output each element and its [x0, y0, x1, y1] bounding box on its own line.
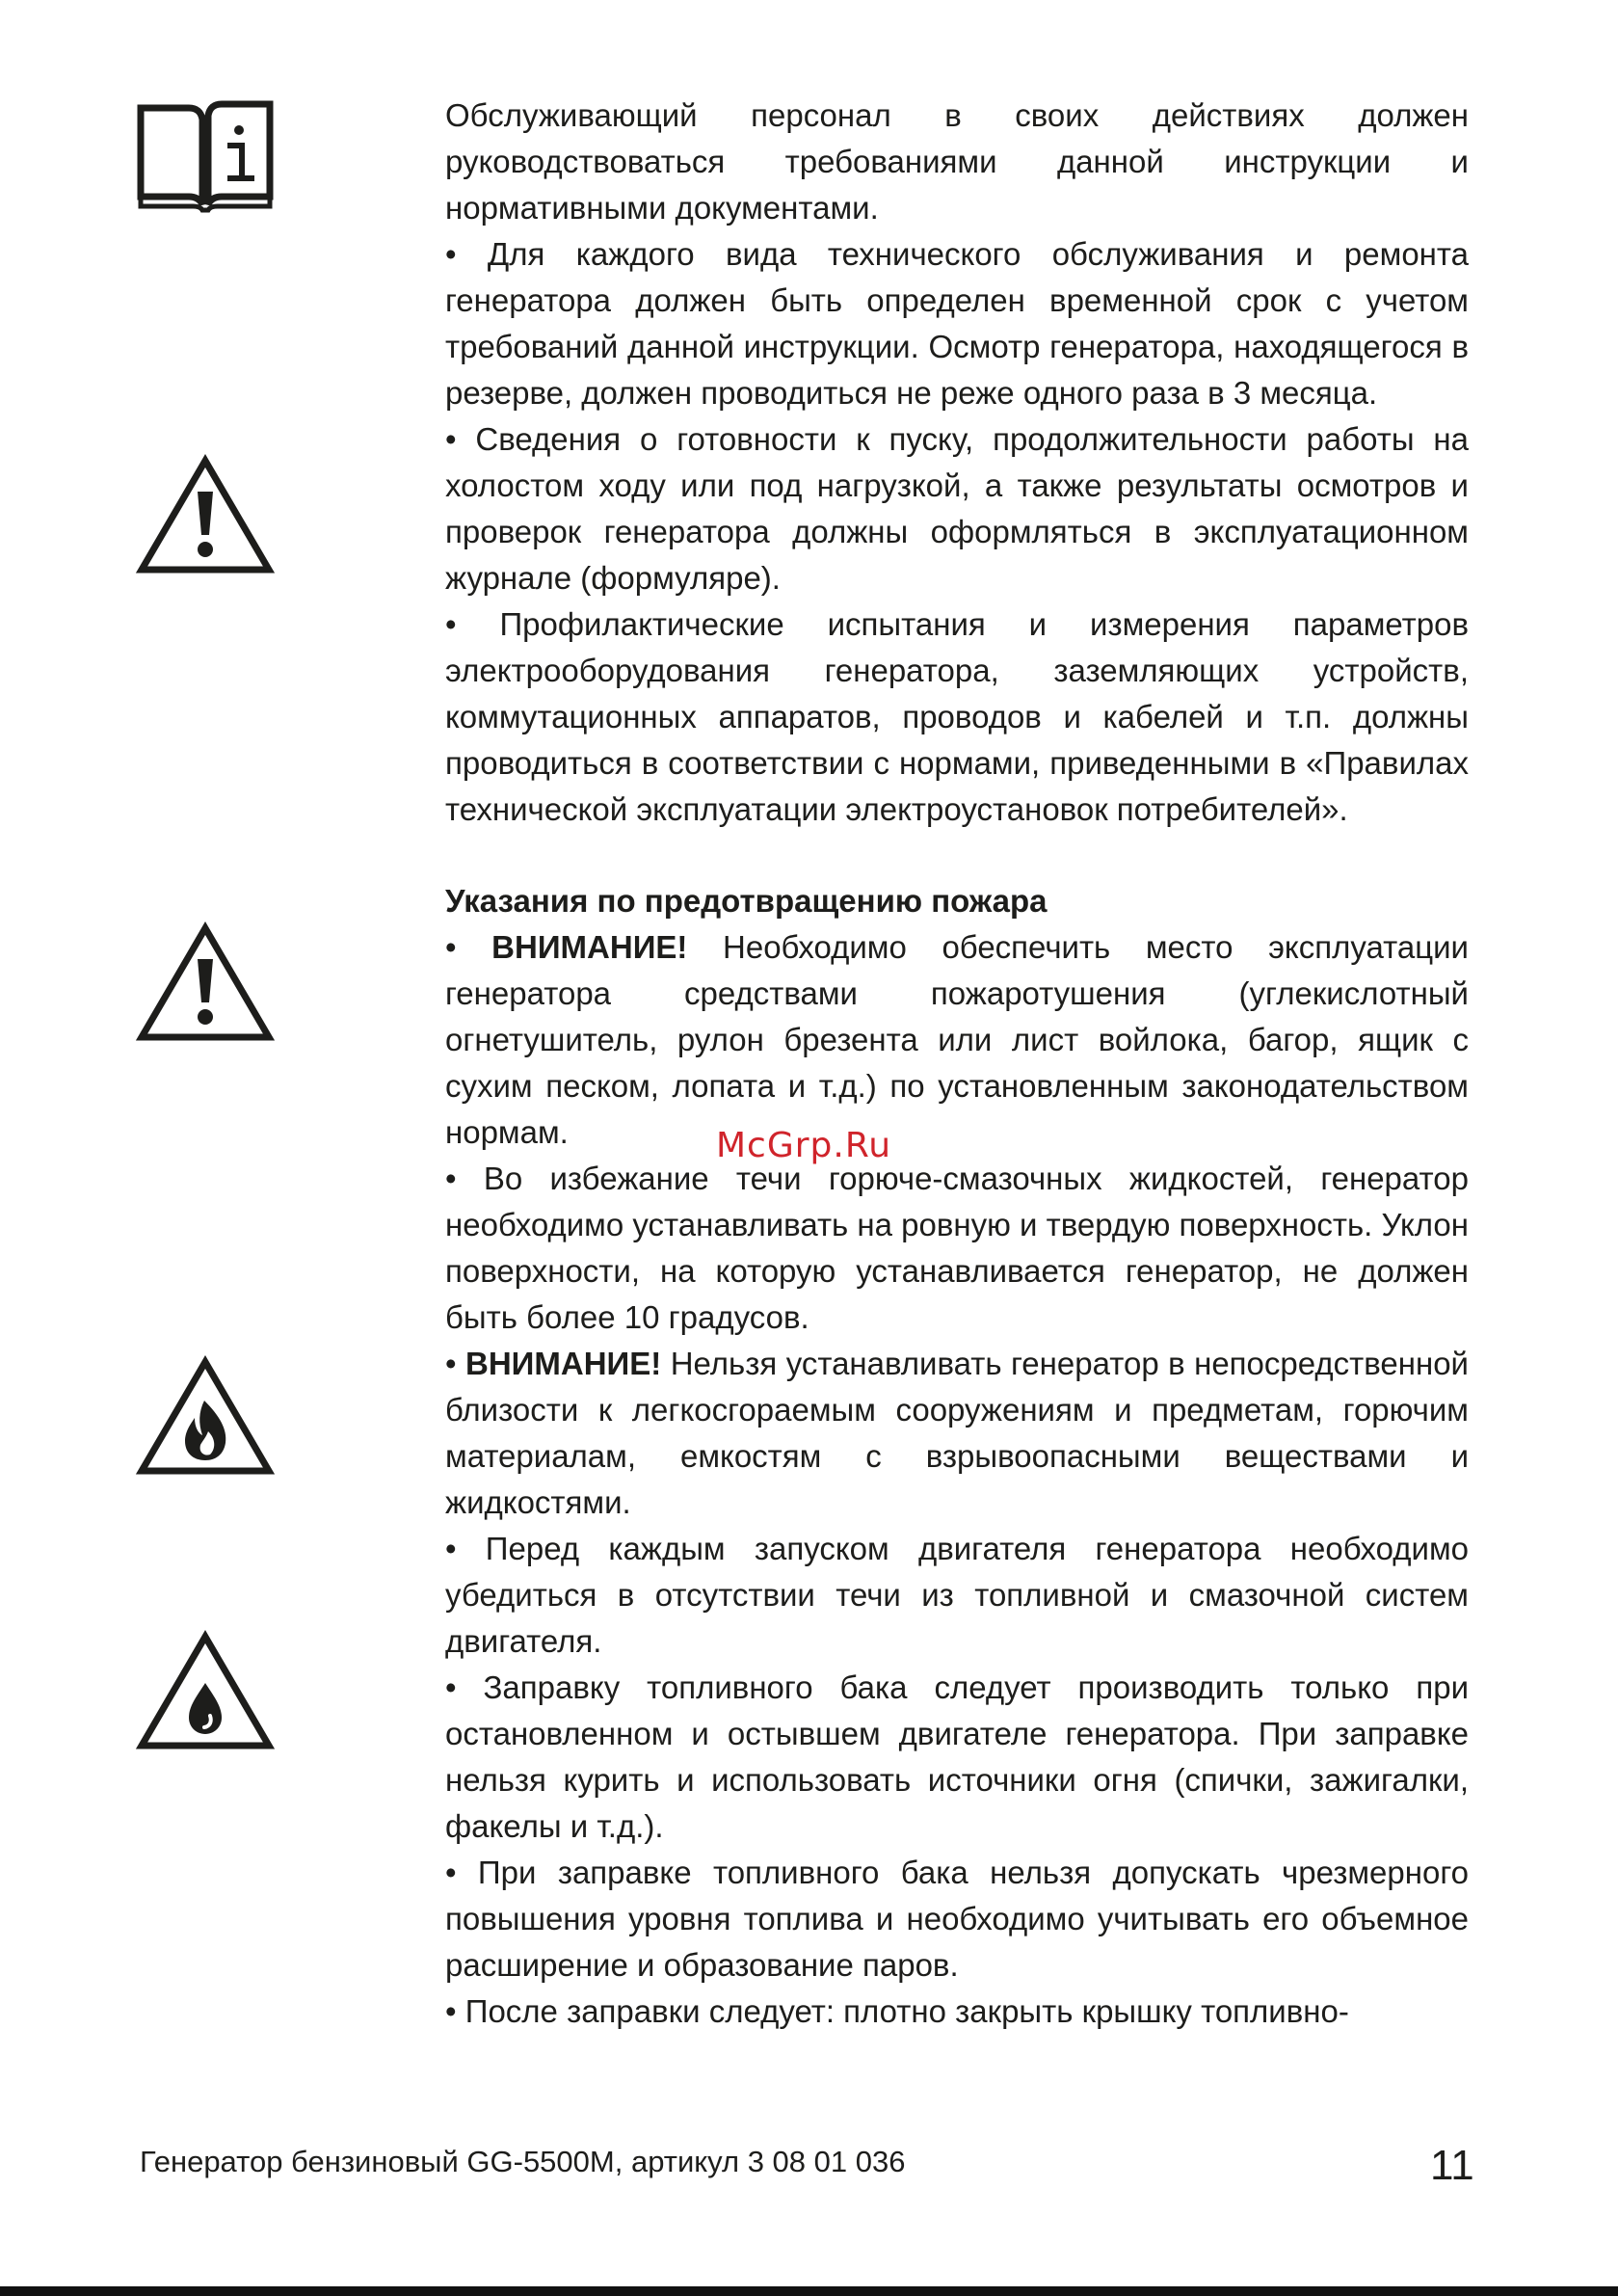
paragraph-text: Нельзя устанавливать генератор в непосредственной близости к легкосгораемым сооружениям и предметам, горючим материалам, емкостям с взрывоопасными веществами и жидкостями. [445, 1346, 1469, 1520]
bottom-edge-bar [0, 2286, 1618, 2296]
oil-drop-hazard-icon [135, 1629, 279, 1752]
watermark: McGrp.Ru [716, 1126, 892, 1165]
footer-model: Генератор бензиновый GG-5500M, артикул 3 08 01 036 [140, 2145, 906, 2178]
paragraph-fuel-level: • При заправке топливного бака нельзя допускать чрезмерного повышения уровня топлива и необходимо учитывать его объемное расширение и образование паров. [445, 1855, 1469, 1983]
paragraph-text: Необходимо обеспечить место эксплуатации генератора средствами пожаротушения (углекислотный огнетушитель, рулон брезента или лист войлока, багор, ящик с сухим песком, лопата и т.д.) по установленным законодательством нормам. [445, 929, 1469, 1150]
paragraph-leak-check: • Перед каждым запуском двигателя генератора необходимо убедиться в отсутствии течи из топливной и смазочной систем двигателя. [445, 1531, 1469, 1659]
bullet: • [445, 929, 492, 965]
page-number: 11 [1430, 2142, 1474, 2189]
warning-label: ВНИМАНИЕ! [465, 1346, 662, 1381]
paragraph-after-refuel: • После заправки следует: плотно закрыть крышку топливно- [445, 1993, 1349, 2029]
paragraph-maintenance-schedule: • Для каждого вида технического обслуживания и ремонта генератора должен быть определен временной срок с учетом требований данной инструкции. Осмотр генератора, находящегося в резерве, должен проводиться не реже одного раза в 3 месяца. [445, 236, 1469, 411]
section-heading-fire: Указания по предотвращению пожара [445, 883, 1048, 919]
bullet: • [445, 1346, 465, 1381]
paragraph-intro: Обслуживающий персонал в своих действиях должен руководствоваться требованиями данной инструкции и нормативными документами. [445, 97, 1469, 226]
flammable-icon [135, 1354, 279, 1478]
warning-label: ВНИМАНИЕ! [491, 929, 688, 965]
warning-icon [135, 921, 279, 1044]
paragraph-flammables-distance [445, 1341, 1469, 1526]
paragraph-level-surface: • Во избежание течи горюче-смазочных жидкостей, генератор необходимо устанавливать на ровную и твердую поверхность. Уклон поверхности, на которую устанавливается генератор, не должен быть более 10 градусов. [445, 1161, 1469, 1335]
paragraph-refuel-engine-off: • Заправку топливного бака следует производить только при остановленном и остывшем двигателе генератора. При заправке нельзя курить и использовать источники огня (спички, зажигалки, факелы и т.д.). [445, 1669, 1469, 1844]
instruction-text [445, 93, 1469, 2035]
paragraph-logbook: • Сведения о готовности к пуску, продолжительности работы на холостом ходу или под нагрузкой, а также результаты осмотров и проверок генератора должны оформляться в эксплуатационном журнале (формуляре). [445, 421, 1469, 596]
paragraph-electrical-tests: • Профилактические испытания и измерения параметров электрооборудования генератора, заземляющих устройств, коммутационных аппаратов, проводов и кабелей и т.п. должны проводиться в соответствии с нормами, приведенными в «Правилах технической эксплуатации электроустановок потребителей». [445, 606, 1469, 827]
paragraph-fire-equipment [445, 924, 1469, 1156]
warning-icon [135, 453, 279, 576]
manual-info-icon [135, 96, 279, 214]
